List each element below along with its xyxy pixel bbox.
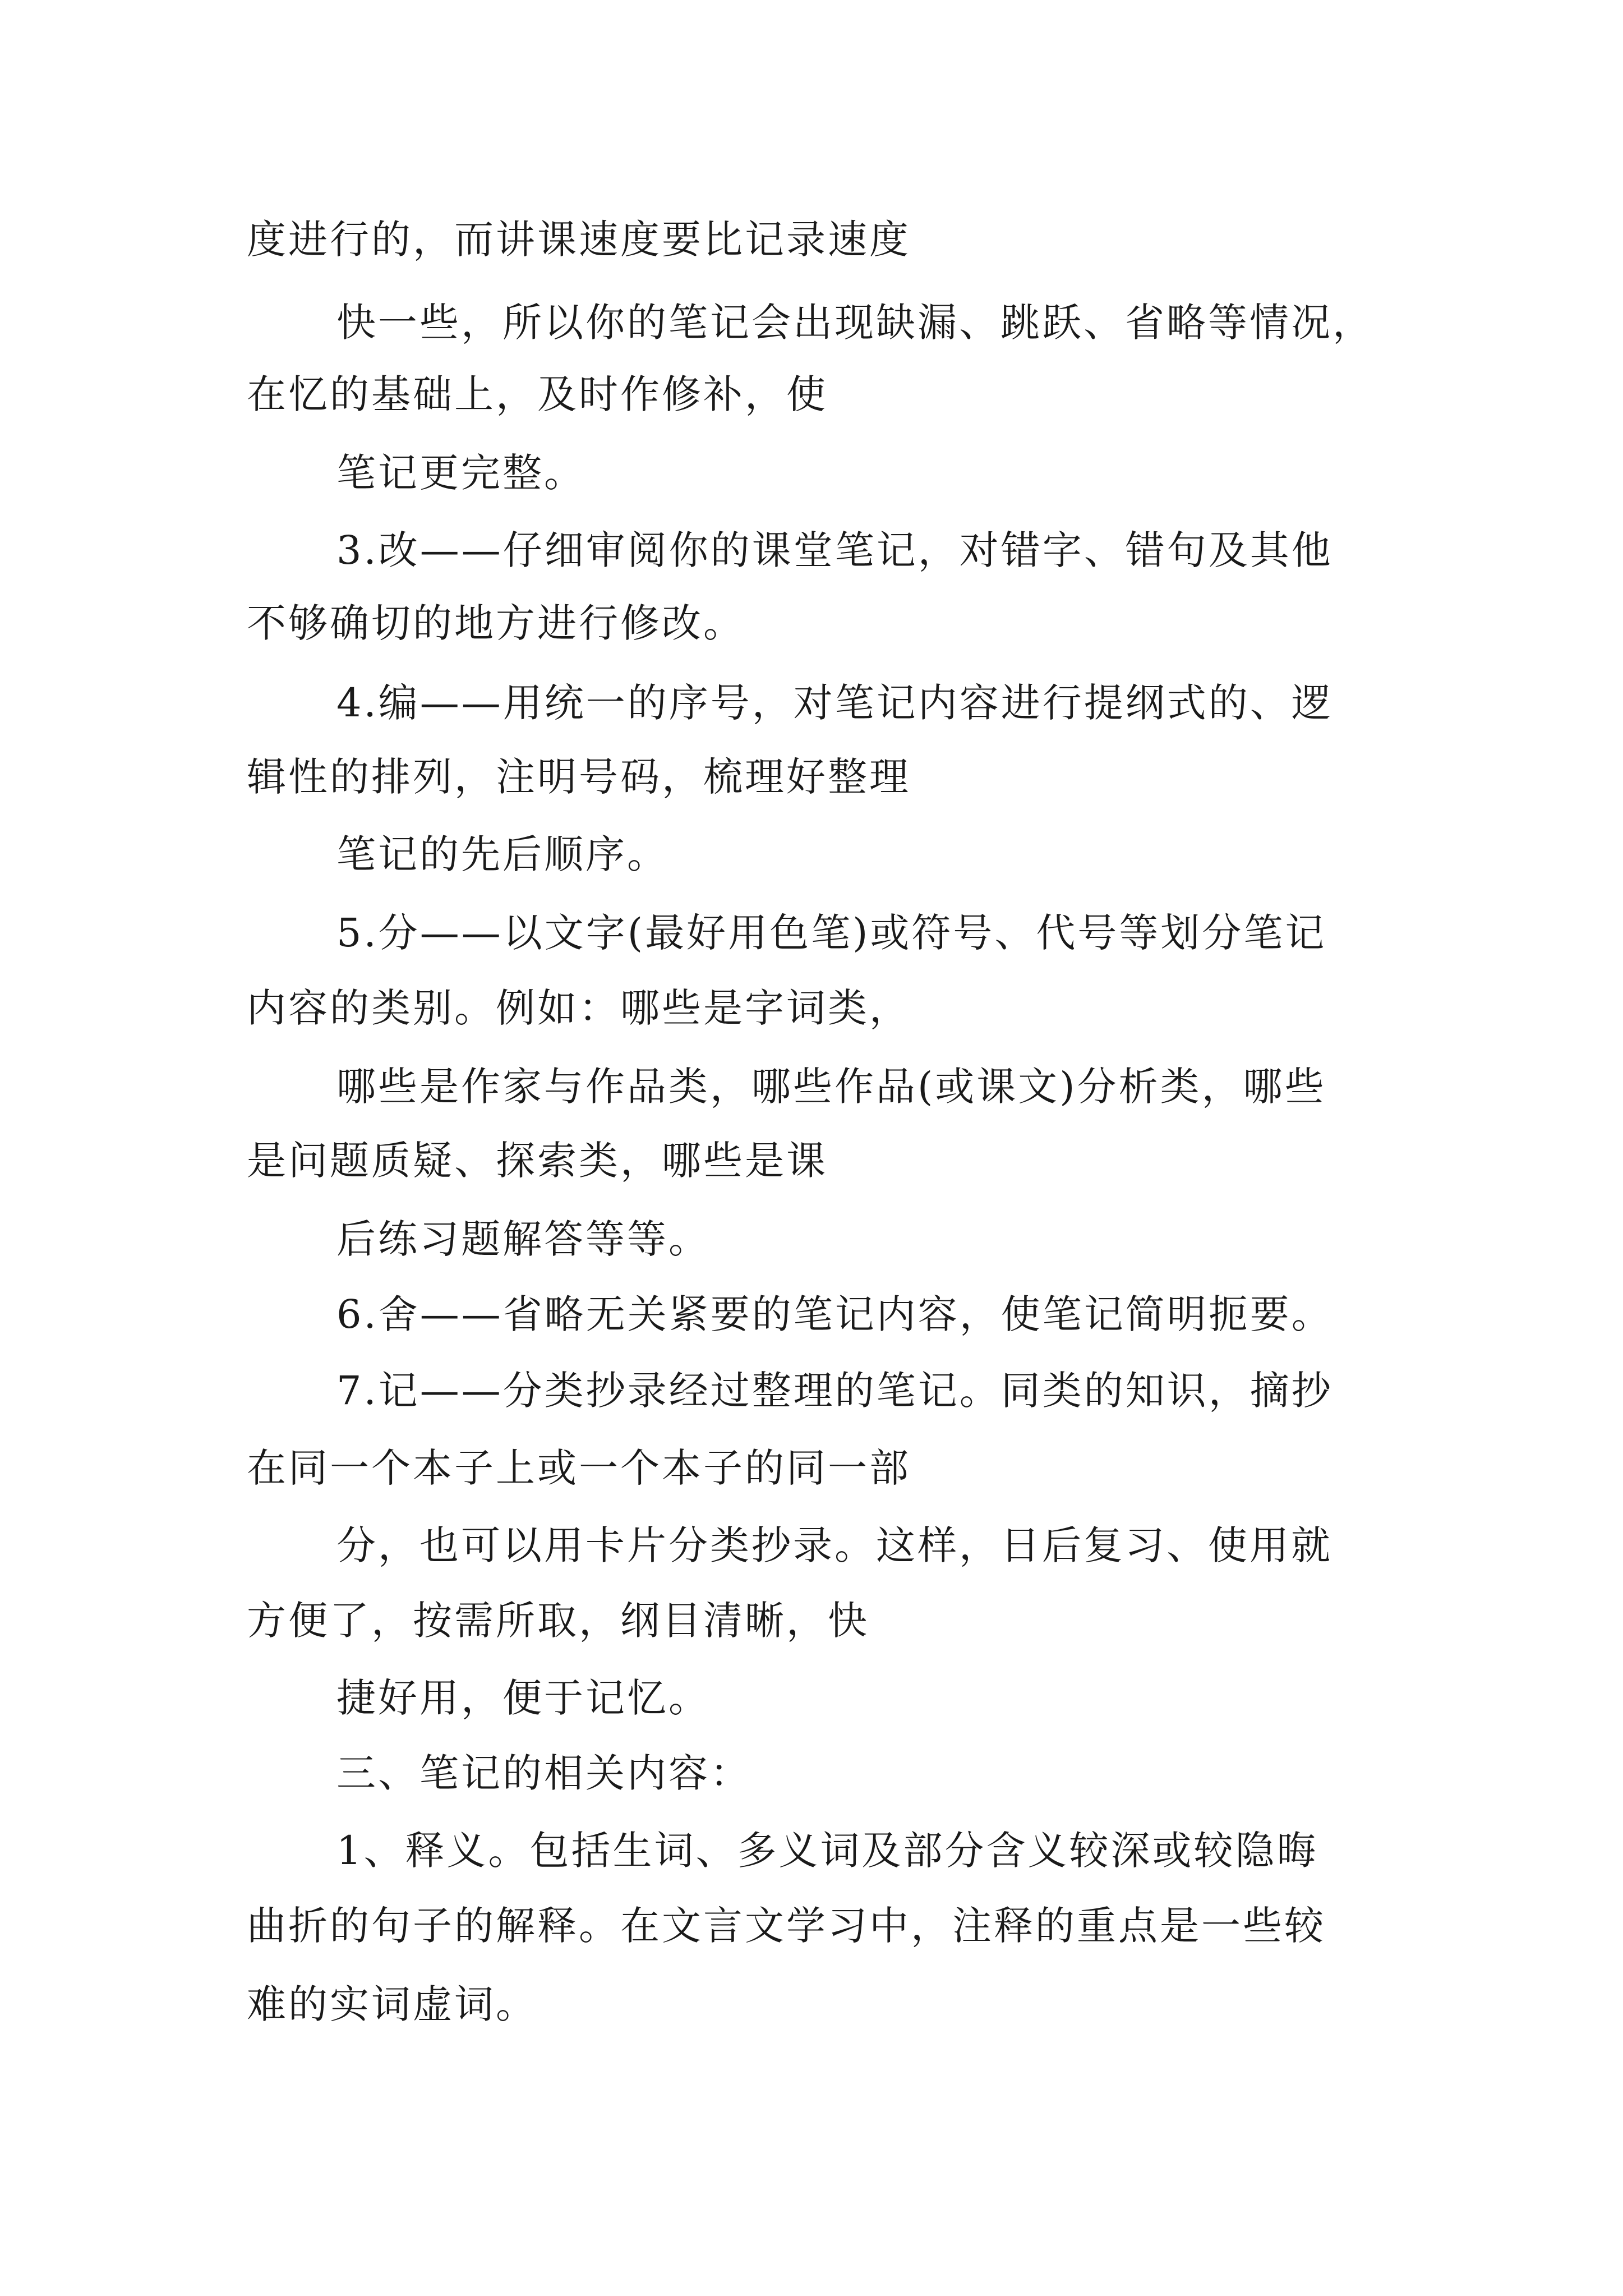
text-line: 笔记更完整。 <box>336 450 585 496</box>
text-line: 辑性的排列，注明号码，梳理好整理 <box>247 754 911 800</box>
text-line: 5.分——以文字(最好用色笔)或符号、代号等划分笔记 <box>336 910 1327 956</box>
text-line: 3.改——仔细审阅你的课堂笔记，对错字、错句及其他 <box>336 527 1333 573</box>
text-line: 笔记的先后顺序。 <box>336 831 668 877</box>
text-line: 4.编——用统一的序号，对笔记内容进行提纲式的、逻 <box>336 680 1333 726</box>
text-line: 是问题质疑、探索类，哪些是课 <box>247 1138 828 1184</box>
text-line: 内容的类别。例如：哪些是字词类， <box>247 985 911 1031</box>
text-line: 方便了，按需所取，纲目清晰，快 <box>247 1598 869 1644</box>
text-line: 快一些，所以你的笔记会出现缺漏、跳跃、省略等情况， <box>336 300 1374 346</box>
text-line: 1、释义。包括生词、多义词及部分含义较深或较隐晦 <box>336 1828 1318 1874</box>
text-line: 哪些是作家与作品类，哪些作品(或课文)分析类，哪些 <box>336 1064 1326 1110</box>
text-line: 曲折的句子的解释。在文言文学习中，注释的重点是一些较 <box>247 1903 1326 1949</box>
text-line: 不够确切的地方进行修改。 <box>247 600 745 646</box>
text-line: 捷好用，便于记忆。 <box>336 1675 710 1721</box>
text-line: 三、笔记的相关内容： <box>336 1750 751 1796</box>
text-line: 后练习题解答等等。 <box>336 1216 710 1262</box>
text-line: 分，也可以用卡片分类抄录。这样，日后复习、使用就 <box>336 1522 1332 1568</box>
text-line: 在同一个本子上或一个本子的同一部 <box>247 1445 911 1491</box>
text-line: 在忆的基础上，及时作修补，使 <box>247 371 828 417</box>
text-line: 6.舍——省略无关紧要的笔记内容，使笔记简明扼要。 <box>336 1291 1333 1337</box>
text-line: 难的实词虚词。 <box>247 1981 537 2027</box>
text-line: 7.记——分类抄录经过整理的笔记。同类的知识，摘抄 <box>336 1368 1333 1414</box>
text-line: 度进行的，而讲课速度要比记录速度 <box>247 217 911 263</box>
